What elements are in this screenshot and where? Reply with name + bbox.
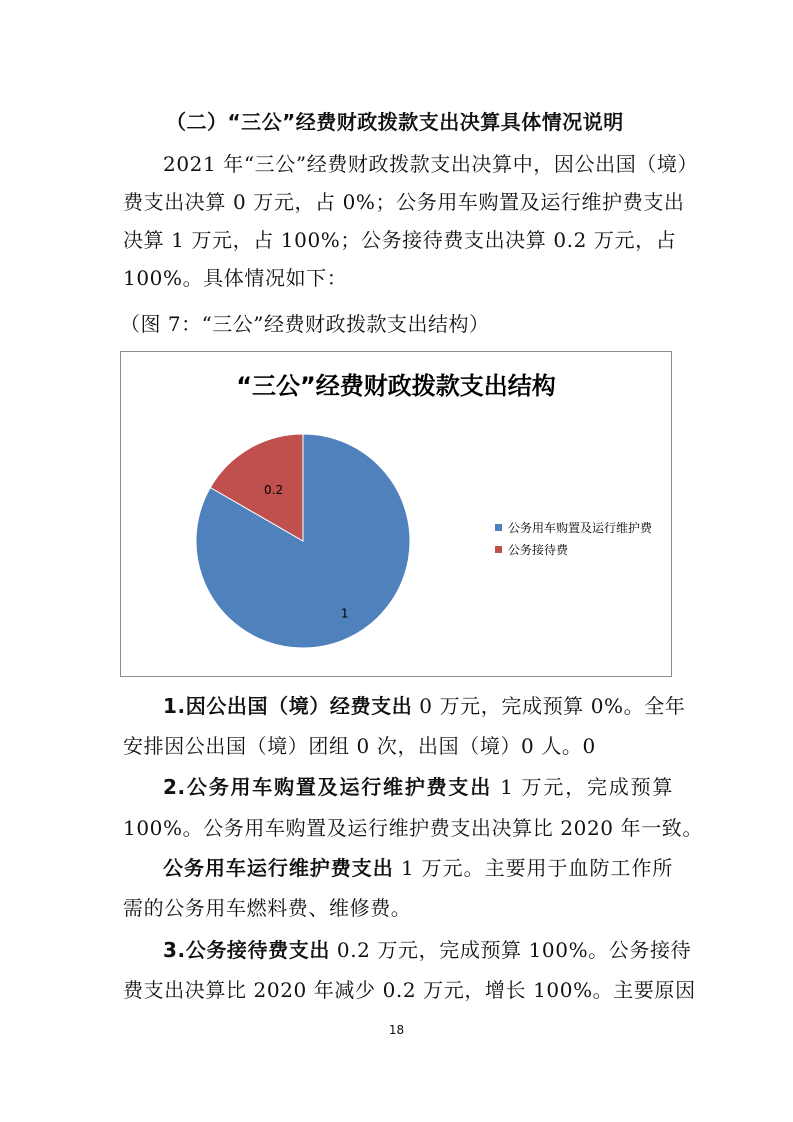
s2b-text: 1 万元。主要用于血防工作所 bbox=[393, 856, 673, 880]
paragraph-s2b-line-2: 需的公务用车燃料费、维修费。 bbox=[123, 896, 412, 920]
paragraph-s3-line-1 bbox=[163, 932, 692, 968]
section-heading: （二）“三公”经费财政拨款支出决算具体情况说明 bbox=[166, 110, 624, 134]
paragraph-s2b-line-1 bbox=[163, 850, 673, 886]
legend-item-1 bbox=[495, 516, 652, 538]
figure-caption: （图 7：“三公”经费财政拨款支出结构） bbox=[120, 312, 490, 336]
intro-line-3: 决算 1 万元，占 100%；公务接待费支出决算 0.2 万元，占 bbox=[123, 228, 677, 252]
pie-data-label-2: 0.2 bbox=[264, 483, 284, 498]
intro-line-1: 2021 年“三公”经费财政拨款支出决算中，因公出国（境） bbox=[163, 152, 699, 176]
legend-swatch bbox=[495, 546, 502, 553]
page-number: 18 bbox=[388, 1023, 405, 1037]
s3-text: 0.2 万元，完成预算 100%。公务接待 bbox=[329, 938, 692, 962]
pie-data-label-1: 1 bbox=[340, 606, 349, 621]
pie-chart-svg bbox=[121, 352, 671, 676]
legend-label: 公务用车购置及运行维护费 bbox=[508, 520, 653, 535]
chart-legend bbox=[495, 516, 652, 560]
s2b-bold-label: 公务用车运行维护费支出 bbox=[163, 856, 394, 880]
legend-label: 公务接待费 bbox=[508, 542, 569, 557]
pie-chart bbox=[120, 351, 672, 677]
paragraph-s3-line-2: 费支出决算比 2020 年减少 0.2 万元，增长 100%。主要原因 bbox=[123, 978, 696, 1002]
s1-text: 0 万元，完成预算 0%。全年 bbox=[412, 694, 686, 718]
paragraph-s1-line-1 bbox=[163, 688, 686, 724]
legend-item-2 bbox=[495, 538, 652, 560]
s3-bold-label: 3.公务接待费支出 bbox=[163, 938, 330, 962]
paragraph-s1-line-2: 安排因公出国（境）团组 0 次，出国（境）0 人。0 bbox=[123, 734, 596, 758]
legend-swatch bbox=[495, 524, 502, 531]
intro-line-2: 费支出决算 0 万元，占 0%；公务用车购置及运行维护费支出 bbox=[123, 190, 685, 214]
paragraph-s2-line-1 bbox=[163, 769, 673, 805]
paragraph-s2-line-2: 100%。公务用车购置及运行维护费支出决算比 2020 年一致。 bbox=[123, 816, 703, 840]
intro-line-4: 100%。具体情况如下： bbox=[123, 266, 348, 290]
s1-bold-label: 1.因公出国（境）经费支出 bbox=[163, 694, 413, 718]
s2-bold-label: 2.公务用车购置及运行维护费支出 bbox=[163, 775, 492, 799]
chart-title: “三公”经费财政拨款支出结构 bbox=[236, 372, 556, 400]
s2-text: 1 万元，完成预算 bbox=[492, 775, 673, 799]
